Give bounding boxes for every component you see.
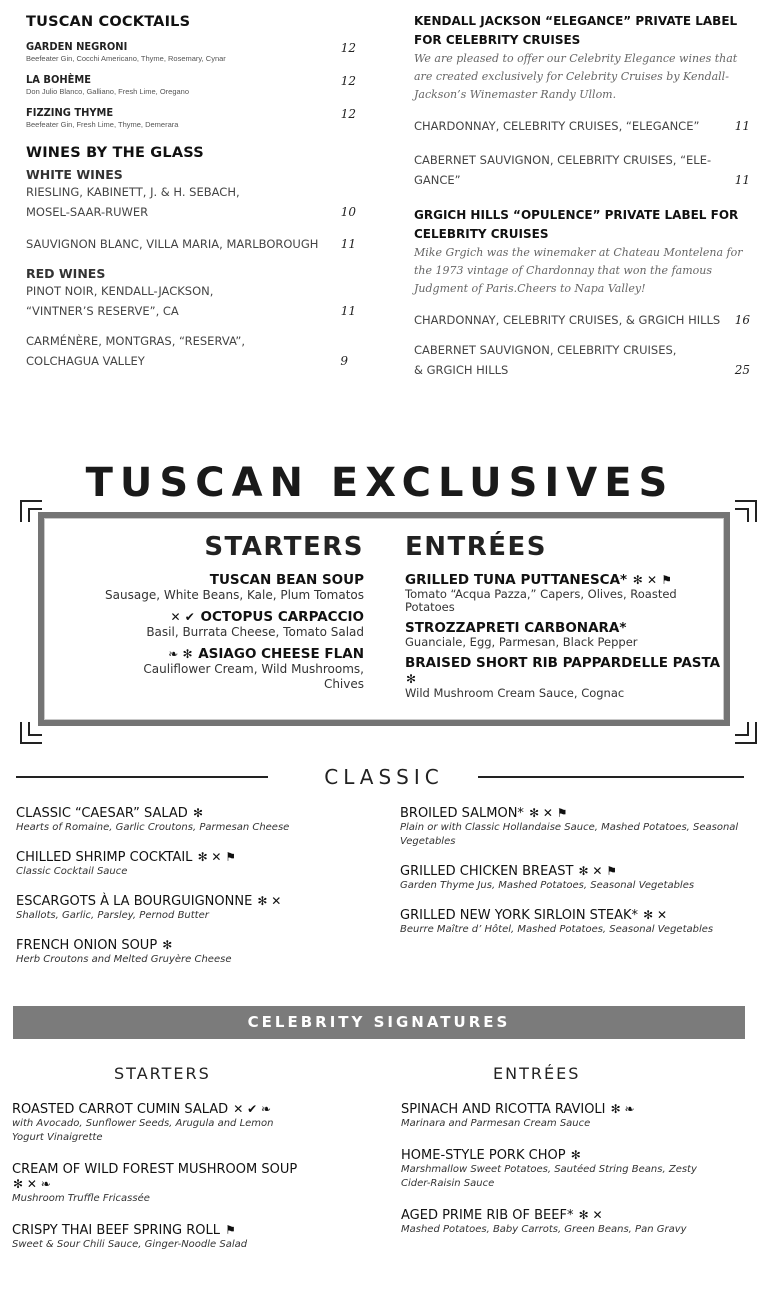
cocktail-desc: Beefeater Gin, Fresh Lime, Thyme, Demerara — [26, 120, 179, 129]
menu-item-desc: Sweet & Sour Chili Sauce, Ginger-Noodle Salad — [12, 1239, 248, 1250]
dietary-icons: ✻ — [162, 938, 173, 952]
wine-price: 11 — [734, 173, 750, 187]
menu-item-name: CHILLED SHRIMP COCKTAIL — [16, 850, 193, 865]
menu-item — [401, 1102, 721, 1131]
cocktail-name: FIZZING THYME — [26, 106, 114, 119]
wine-item — [26, 234, 362, 254]
private-label-desc: We are pleased to offer our Celebrity Elegance wines that are created exclusively for Celebrity Cruises by Kendall-Jackson’s Winemaster Randy Ullom. — [414, 52, 738, 101]
menu-item-desc: Shallots, Garlic, Parsley, Pernod Butter — [16, 910, 209, 921]
menu-item-name: GRILLED TUNA PUTTANESCA* — [405, 572, 628, 588]
menu-item-name: BRAISED SHORT RIB PAPPARDELLE PASTA — [405, 655, 721, 671]
exclusive-entrees-title: ENTRÉES — [405, 532, 548, 562]
classic-left-column — [16, 806, 376, 982]
wine-price: 9 — [340, 354, 348, 368]
cocktails-wines-column — [26, 14, 362, 371]
wine-item — [26, 182, 362, 222]
menu-item-name: STROZZAPRETI CARBONARA* — [405, 620, 627, 636]
wine-line: MOSEL-SAAR-RUWER — [26, 205, 149, 219]
menu-item-name: TUSCAN BEAN SOUP — [209, 572, 364, 588]
menu-item — [12, 1102, 302, 1145]
cocktail-price: 12 — [340, 107, 356, 121]
frame-corner-ornament — [20, 500, 42, 522]
dietary-icons: ✻ ✕ — [578, 1208, 603, 1222]
menu-item — [16, 938, 376, 967]
dietary-icons: ✻ ✕ ⚑ — [197, 850, 237, 864]
wine-item — [414, 150, 754, 190]
wine-line: RIESLING, KABINETT, J. & H. SEBACH, — [26, 185, 240, 199]
menu-item-desc: Beurre Maître d’ Hôtel, Mashed Potatoes, Seasonal Vegetables — [400, 924, 714, 935]
menu-item — [60, 646, 364, 692]
wine-item — [414, 116, 754, 136]
menu-item-name: GRILLED CHICKEN BREAST — [400, 864, 574, 879]
menu-item-desc: Mushroom Truffle Fricassée — [12, 1193, 150, 1204]
wine-line: CARMÉNÈRE, MONTGRAS, “RESERVA”, — [26, 334, 246, 348]
menu-item-desc: Tomato “Acqua Pazza,” Capers, Olives, Roasted Potatoes — [405, 587, 677, 614]
wine-line: CHARDONNAY, CELEBRITY CRUISES, “ELEGANCE” — [414, 119, 700, 133]
dietary-icons: ✻ ✕ — [257, 894, 282, 908]
private-label-desc: Mike Grgich was the winemaker at Chateau Montelena for the 1973 vintage of Chardonnay that won the famous Judgment of Paris.Cheers to Napa Valley! — [414, 246, 743, 295]
celebrity-signatures-banner — [13, 1006, 745, 1039]
wine-line: GANCE” — [414, 173, 461, 187]
red-wines-title: RED WINES — [26, 266, 106, 281]
menu-item-desc: Wild Mushroom Cream Sauce, Cognac — [405, 686, 625, 700]
menu-item-name: BROILED SALMON* — [400, 806, 524, 821]
exclusive-starters-title: STARTERS — [204, 532, 364, 562]
menu-item-name: ROASTED CARROT CUMIN SALAD — [12, 1102, 229, 1117]
wine-price: 10 — [340, 205, 356, 219]
signature-starters-title: STARTERS — [114, 1064, 211, 1083]
wine-price: 25 — [734, 363, 750, 377]
signature-starters-column — [12, 1102, 302, 1269]
wine-line: CABERNET SAUVIGNON, CELEBRITY CRUISES, “ELE- — [414, 153, 712, 167]
exclusive-starters — [60, 532, 364, 698]
cocktail-price: 12 — [340, 41, 356, 55]
wine-line: CHARDONNAY, CELEBRITY CRUISES, & GRGICH HILLS — [414, 313, 721, 327]
dietary-icons: ❧ ✻ — [168, 647, 193, 661]
dietary-icons: ✻ — [406, 672, 417, 686]
menu-item-desc: Marshmallow Sweet Potatoes, Sautéed String Beans, Zesty Cider-Raisin Sauce — [401, 1164, 697, 1189]
menu-item-name: CRISPY THAI BEEF SPRING ROLL — [12, 1223, 220, 1238]
menu-item-name: SPINACH AND RICOTTA RAVIOLI — [401, 1102, 606, 1117]
classic-title: CLASSIC — [324, 765, 444, 789]
cocktail-item — [26, 106, 362, 129]
dietary-icons: ✻ ✕ ⚑ — [632, 573, 673, 587]
dietary-icons: ✻ ❧ — [610, 1102, 635, 1116]
menu-item-desc: Basil, Burrata Cheese, Tomato Salad — [146, 625, 364, 639]
cocktail-name: GARDEN NEGRONI — [26, 40, 128, 53]
menu-item-name: OCTOPUS CARPACCIO — [200, 609, 364, 625]
private-labels-column — [414, 12, 754, 380]
menu-item-name: FRENCH ONION SOUP — [16, 938, 158, 953]
dietary-icons: ✻ ✕ ❧ — [13, 1177, 51, 1191]
frame-corner-ornament — [735, 500, 757, 522]
menu-item-name: GRILLED NEW YORK SIRLOIN STEAK* — [400, 908, 639, 923]
frame-corner-ornament — [735, 722, 757, 744]
menu-item-desc: Cauliflower Cream, Wild Mushrooms, Chives — [143, 662, 364, 691]
menu-item-desc: Marinara and Parmesan Cream Sauce — [401, 1118, 591, 1129]
wine-item — [26, 281, 362, 321]
menu-item-name: CREAM OF WILD FOREST MUSHROOM SOUP — [12, 1162, 298, 1177]
wine-line: SAUVIGNON BLANC, VILLA MARIA, MARLBOROUGH — [26, 237, 319, 251]
menu-item-name: AGED PRIME RIB OF BEEF* — [401, 1208, 574, 1223]
wine-item — [414, 340, 754, 380]
private-label-title: KENDALL JACKSON “ELEGANCE” PRIVATE LABEL FOR CELEBRITY CRUISES — [414, 14, 738, 47]
cocktails-title: TUSCAN COCKTAILS — [26, 14, 191, 30]
cocktail-name: LA BOHÈME — [26, 73, 92, 86]
signature-entrees-title: ENTRÉES — [493, 1064, 581, 1083]
signature-entrees-column — [401, 1102, 721, 1254]
menu-item — [405, 655, 725, 700]
private-label-title: GRGICH HILLS “OPULENCE” PRIVATE LABEL FOR CELEBRITY CRUISES — [414, 208, 739, 241]
menu-item — [60, 572, 364, 603]
white-wines-title: WHITE WINES — [26, 167, 123, 182]
menu-item-desc: Guanciale, Egg, Parmesan, Black Pepper — [405, 635, 638, 649]
dietary-icons: ✻ — [192, 806, 204, 820]
menu-item-name: HOME-STYLE PORK CHOP — [401, 1148, 566, 1163]
wine-price: 11 — [340, 237, 356, 251]
wine-price: 11 — [734, 119, 750, 133]
menu-item — [12, 1223, 302, 1252]
cocktail-price: 12 — [340, 74, 356, 88]
dietary-icons: ✕ ✔ — [170, 610, 195, 624]
menu-item-desc: Sausage, White Beans, Kale, Plum Tomatos — [105, 588, 364, 602]
menu-item — [60, 609, 364, 640]
wine-line: PINOT NOIR, KENDALL-JACKSON, — [26, 284, 214, 298]
menu-item — [405, 572, 725, 614]
menu-item — [401, 1148, 721, 1191]
cocktail-item — [26, 73, 362, 96]
classic-right-column — [400, 806, 750, 952]
tuscan-exclusives-title: TUSCAN EXCLUSIVES — [85, 460, 675, 506]
wine-item — [26, 331, 362, 371]
menu-item-name: ASIAGO CHEESE FLAN — [198, 646, 364, 662]
dietary-icons: ✻ ✕ ⚑ — [578, 864, 618, 878]
wines-by-glass-title: WINES BY THE GLASS — [26, 145, 204, 161]
exclusive-entrees — [405, 532, 725, 706]
wine-item — [414, 310, 754, 330]
cocktail-desc: Don Julio Blanco, Galliano, Fresh Lime, Oregano — [26, 87, 190, 96]
wine-line: CABERNET SAUVIGNON, CELEBRITY CRUISES, — [414, 343, 677, 357]
frame-corner-ornament — [20, 722, 42, 744]
wine-line: & GRGICH HILLS — [414, 363, 509, 377]
menu-item-desc: Hearts of Romaine, Garlic Croutons, Parmesan Cheese — [16, 822, 290, 833]
menu-item — [16, 894, 376, 923]
menu-item — [400, 806, 750, 849]
menu-item-desc: Mashed Potatoes, Baby Carrots, Green Beans, Pan Gravy — [401, 1224, 687, 1235]
menu-item — [16, 806, 376, 835]
menu-item — [16, 850, 376, 879]
dietary-icons: ✕ ✔ ❧ — [233, 1102, 272, 1116]
menu-item — [12, 1162, 302, 1206]
menu-item-desc: Plain or with Classic Hollandaise Sauce, Mashed Potatoes, Seasonal Vegetables — [400, 822, 739, 847]
menu-item-desc: Classic Cocktail Sauce — [16, 866, 128, 877]
wine-price: 11 — [340, 304, 356, 318]
menu-item-name: ESCARGOTS À LA BOURGUIGNONNE — [16, 894, 253, 909]
menu-item-desc: Garden Thyme Jus, Mashed Potatoes, Seasonal Vegetables — [400, 880, 695, 891]
menu-item — [401, 1208, 721, 1237]
dietary-icons: ✻ — [570, 1148, 581, 1162]
wine-line: “VINTNER’S RESERVE”, CA — [26, 304, 179, 318]
dietary-icons: ⚑ — [225, 1223, 236, 1237]
cocktail-desc: Beefeater Gin, Cocchi Americano, Thyme, Rosemary, Cynar — [26, 54, 226, 63]
menu-item — [400, 908, 750, 937]
wine-price: 16 — [734, 313, 750, 327]
menu-item — [405, 620, 725, 649]
menu-item-desc: with Avocado, Sunflower Seeds, Arugula and Lemon Yogurt Vinaigrette — [12, 1118, 274, 1143]
wine-line: COLCHAGUA VALLEY — [26, 354, 145, 368]
menu-item-name: CLASSIC “CAESAR” SALAD — [16, 806, 188, 821]
dietary-icons: ✻ ✕ ⚑ — [529, 806, 568, 820]
cocktail-item — [26, 40, 362, 63]
banner-title: CELEBRITY SIGNATURES — [247, 1013, 511, 1031]
menu-item-desc: Herb Croutons and Melted Gruyère Cheese — [16, 954, 232, 965]
menu-item — [400, 864, 750, 893]
dietary-icons: ✻ ✕ — [643, 908, 668, 922]
